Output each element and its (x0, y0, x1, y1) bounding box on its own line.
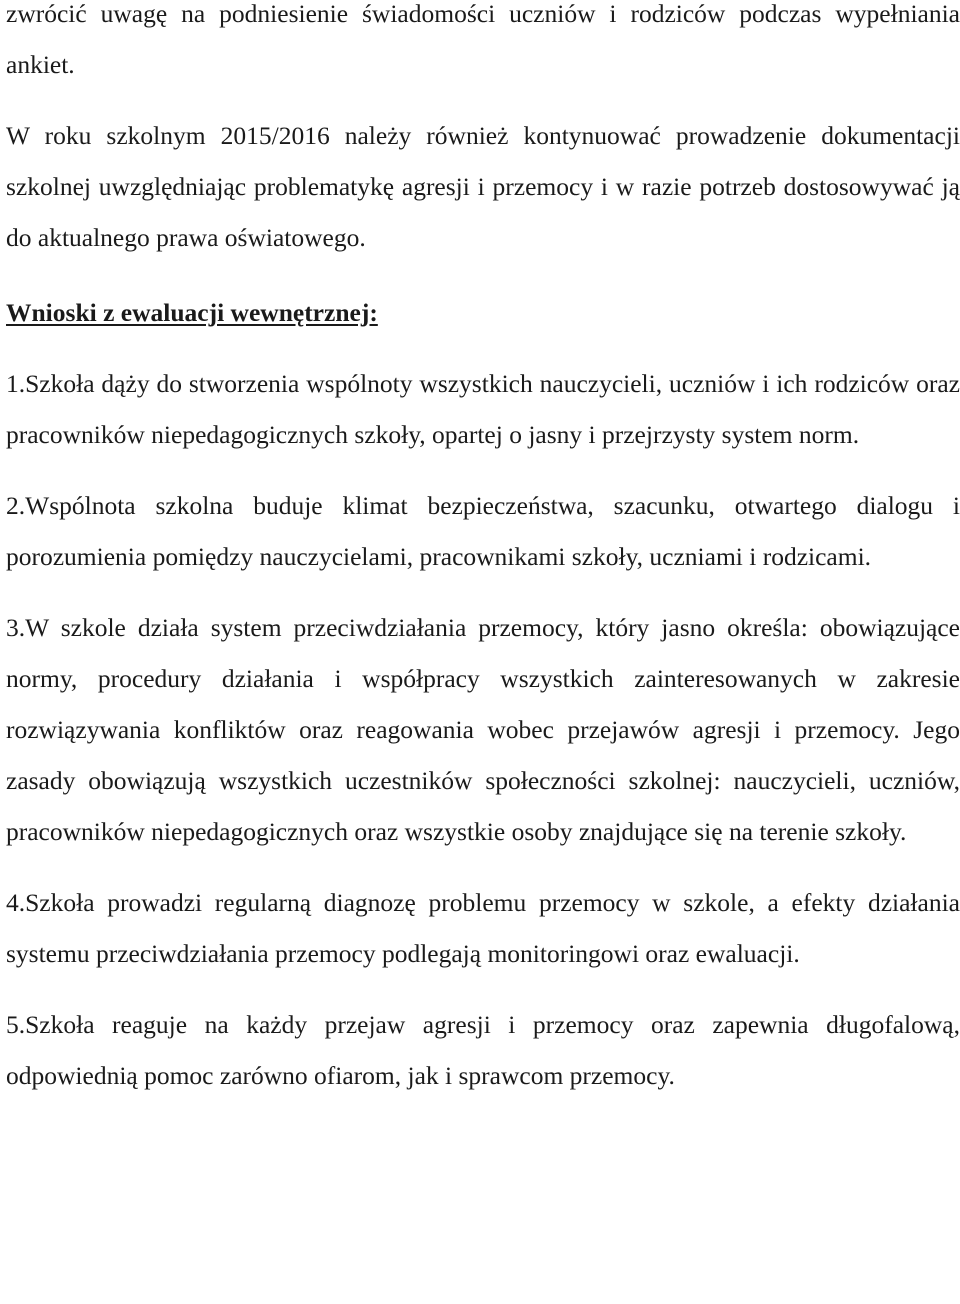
conclusion-item-5: 5.Szkoła reaguje na każdy przejaw agresji i przemocy oraz zapewnia długofalową, odpowiednią pomoc zarówno ofiarom, jak i sprawcom przemocy. (6, 1010, 960, 1090)
section-heading: Wnioski z ewaluacji wewnętrznej: (6, 298, 378, 327)
conclusion-item-1: 1.Szkoła dąży do stworzenia wspólnoty wszystkich nauczycieli, uczniów i ich rodziców oraz pracowników niepedagogicznych szkoły, opartej o jasny i przejrzysty system norm. (6, 369, 960, 449)
paragraph-documentation: W roku szkolnym 2015/2016 należy również kontynuować prowadzenie dokumentacji szkolnej uwzględniając problematykę agresji i przemocy i w razie potrzeb dostosowywać ją do aktualnego prawa oświatowego. (6, 121, 960, 252)
conclusion-item-2: 2.Wspólnota szkolna buduje klimat bezpieczeństwa, szacunku, otwartego dialogu i porozumienia pomiędzy nauczycielami, pracownikami szkoły, uczniami i rodzicami. (6, 491, 960, 571)
document-page (6, 0, 960, 1101)
conclusion-item-3: 3.W szkole działa system przeciwdziałania przemocy, który jasno określa: obowiązujące normy, procedury działania i współpracy wszystkich zainteresowanych w zakresie rozwiązywania konfliktów oraz reagowania wobec przejawów agresji i przemocy. Jego zasady obowiązują wszystkich uczestników społeczności szkolnej: nauczycieli, uczniów, pracowników niepedagogicznych oraz wszystkie osoby znajdujące się na terenie szkoły. (6, 613, 960, 846)
paragraph-survey-awareness: zwrócić uwagę na podniesienie świadomości uczniów i rodziców podczas wypełniania ankiet. (6, 0, 960, 79)
conclusion-item-4: 4.Szkoła prowadzi regularną diagnozę problemu przemocy w szkole, a efekty działania systemu przeciwdziałania przemocy podlegają monitoringowi oraz ewaluacji. (6, 888, 960, 968)
